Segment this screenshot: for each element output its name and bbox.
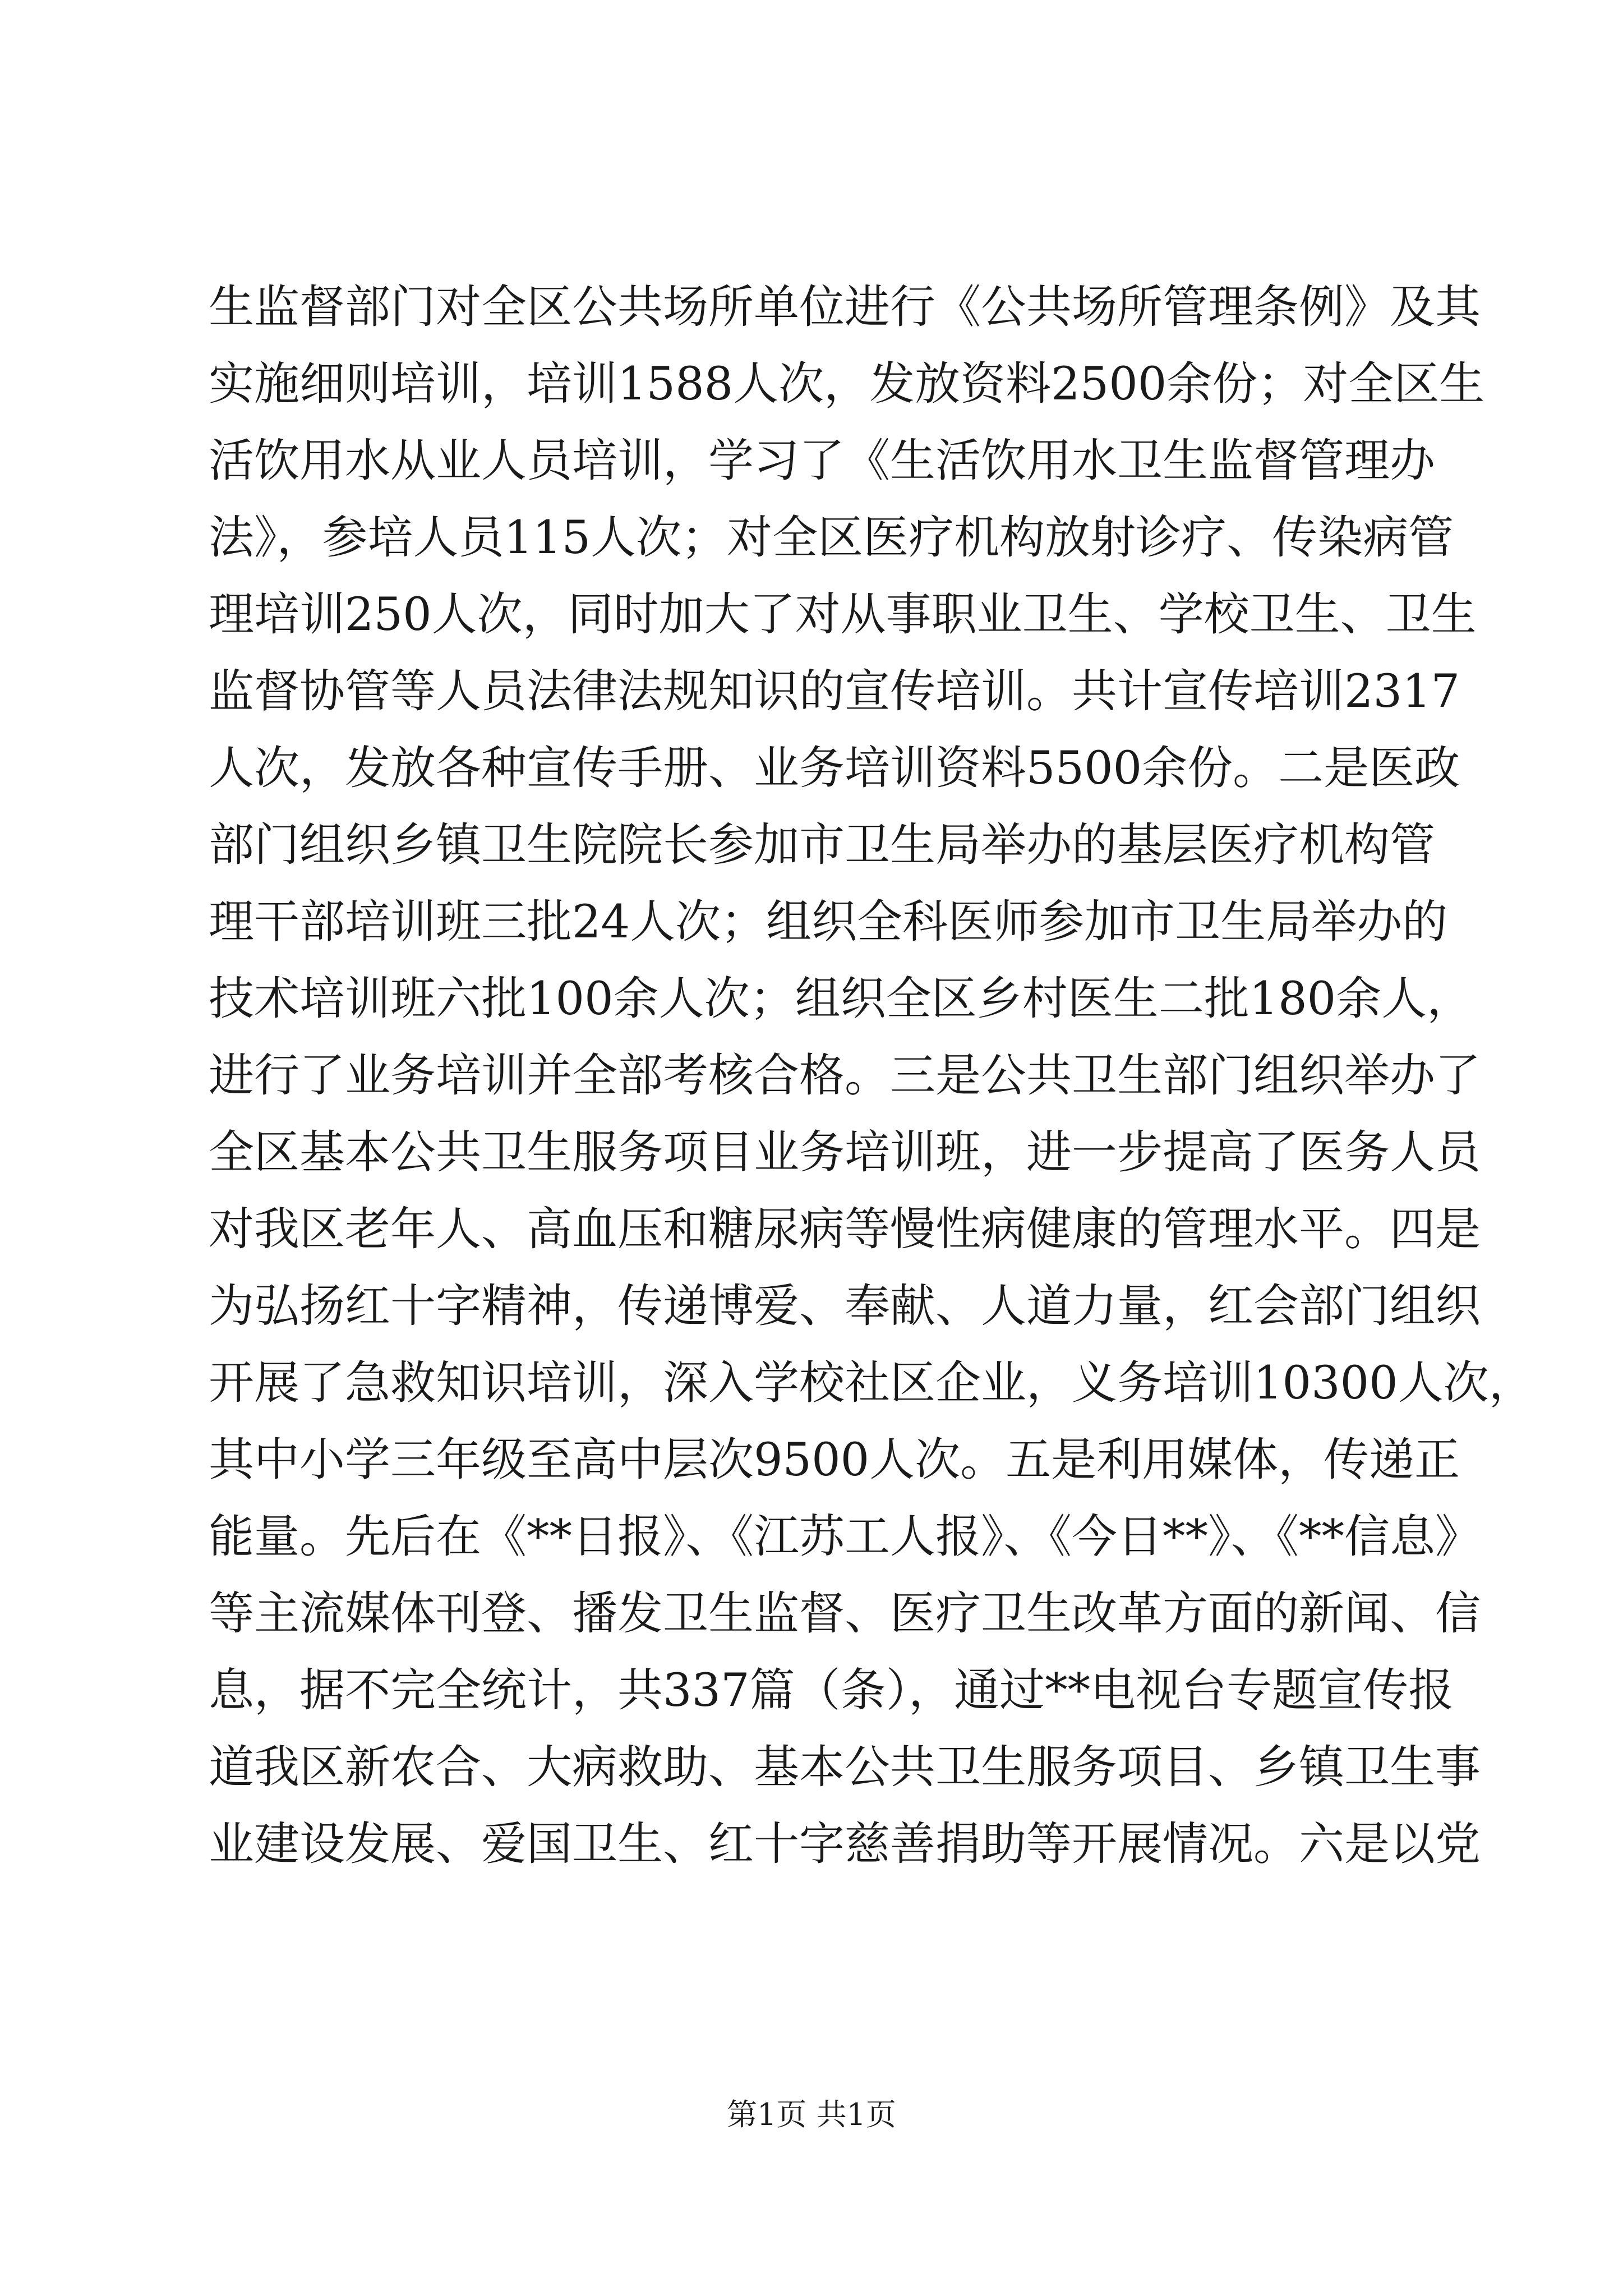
text-line: 法》，参培人员115人次；对全区医疗机构放射诊疗、传染病管 bbox=[209, 512, 1454, 564]
text-line: 部门组织乡镇卫生院院长参加市卫生局举办的基层医疗机构管 bbox=[209, 819, 1436, 872]
text-line: 业建设发展、爱国卫生、红十字慈善捐助等开展情况。六是以党 bbox=[209, 1818, 1481, 1871]
text-line: 道我区新农合、大病救助、基本公共卫生服务项目、乡镇卫生事 bbox=[209, 1741, 1481, 1794]
text-line: 人次，发放各种宣传手册、业务培训资料5500余份。二是医政 bbox=[209, 742, 1460, 795]
text-line: 息，据不完全统计，共337篇（条），通过**电视台专题宣传报 bbox=[209, 1664, 1454, 1717]
text-line: 理培训250人次，同时加大了对从事职业卫生、学校卫生、卫生 bbox=[209, 588, 1477, 641]
text-line: 全区基本公共卫生服务项目业务培训班，进一步提高了医务人员 bbox=[209, 1126, 1481, 1179]
text-line: 活饮用水从业人员培训，学习了《生活饮用水卫生监督管理办 bbox=[209, 435, 1436, 487]
text-line: 实施细则培训，培训1588人次，发放资料2500余份；对全区生 bbox=[209, 358, 1485, 411]
text-line: 理干部培训班三批24人次；组织全科医师参加市卫生局举办的 bbox=[209, 896, 1448, 949]
text-line: 对我区老年人、高血压和糖尿病等慢性病健康的管理水平。四是 bbox=[209, 1203, 1481, 1256]
text-line: 其中小学三年级至高中层次9500人次。五是利用媒体，传递正 bbox=[209, 1434, 1460, 1487]
text-line: 进行了业务培训并全部考核合格。三是公共卫生部门组织举办了 bbox=[209, 1050, 1481, 1102]
text-line: 监督协管等人员法律法规知识的宣传培训。共计宣传培训2317 bbox=[209, 665, 1460, 718]
text-line: 开展了急救知识培训，深入学校社区企业，义务培训10300人次， bbox=[209, 1357, 1534, 1410]
page-number: 第1页 共1页 bbox=[727, 2097, 896, 2132]
text-line: 为弘扬红十字精神，传递博爱、奉献、人道力量，红会部门组织 bbox=[209, 1280, 1481, 1333]
text-line: 能量。先后在《**日报》、《江苏工人报》、《今日**》、《**信息》 bbox=[209, 1511, 1481, 1563]
body-text bbox=[209, 269, 1534, 1883]
page-footer bbox=[0, 2092, 1623, 2137]
text-line: 生监督部门对全区公共场所单位进行《公共场所管理条例》及其 bbox=[209, 281, 1481, 334]
text-line: 技术培训班六批100余人次；组织全区乡村医生二批180余人， bbox=[209, 973, 1473, 1025]
text-line: 等主流媒体刊登、播发卫生监督、医疗卫生改革方面的新闻、信 bbox=[209, 1588, 1481, 1640]
